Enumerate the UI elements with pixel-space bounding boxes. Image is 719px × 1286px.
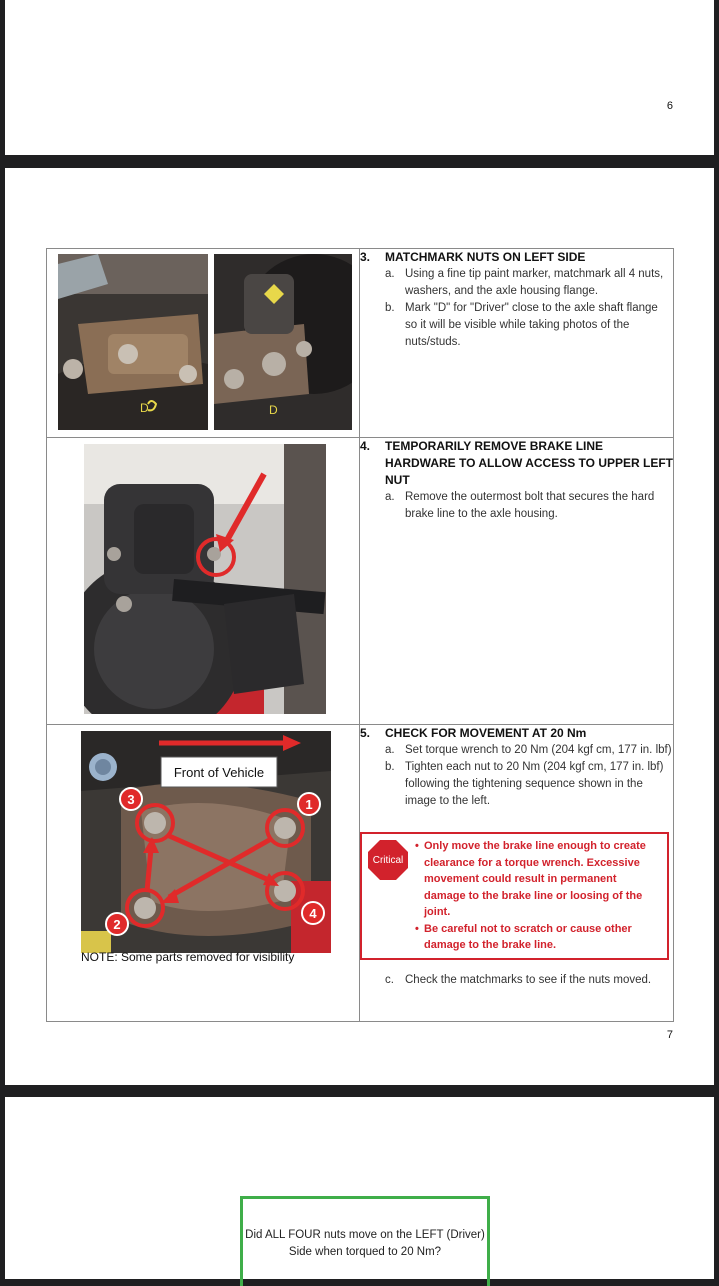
step-5a: a. Set torque wrench to 20 Nm (204 kgf cm, 177 in. lbf) — [385, 744, 672, 756]
svg-text:3: 3 — [127, 792, 135, 807]
step-5-image-cell — [47, 725, 360, 1022]
question-box: Did ALL FOUR nuts move on the LEFT (Driver) Side when torqued to 20 Nm? — [240, 1196, 490, 1286]
instruction-table — [46, 248, 674, 1022]
step-row-5 — [47, 725, 674, 1022]
step-5c: c. Check the matchmarks to see if the nuts moved. — [385, 973, 652, 986]
step-4-text — [360, 438, 674, 725]
critical-list — [414, 838, 661, 954]
seq-badge-1 — [298, 793, 320, 815]
next-page — [5, 1097, 714, 1279]
stop-sign-icon — [368, 840, 408, 880]
axle-flange-photo-right — [214, 254, 352, 430]
axle-flange-photo-left — [58, 254, 208, 430]
step-5-title: 5. CHECK FOR MOVEMENT AT 20 Nm — [360, 726, 587, 740]
svg-text:2: 2 — [113, 917, 121, 932]
step-3a: a. Using a fine tip paint marker, matchmark all 4 nuts, washers, and the axle housing flange. — [385, 268, 664, 297]
page-number-6: 6 — [666, 100, 673, 112]
step-4a: a. Remove the outermost bolt that secures the hard brake line to the axle housing. — [385, 491, 655, 520]
step-row-4 — [47, 438, 674, 725]
front-of-vehicle-label: Front of Vehicle — [173, 765, 265, 780]
visibility-note: NOTE: Some parts removed for visibility — [81, 950, 295, 964]
critical-label: Critical — [372, 854, 404, 866]
page-number-7: 7 — [666, 1029, 673, 1041]
seq-badge-3 — [120, 788, 142, 810]
svg-text:1: 1 — [305, 797, 313, 812]
previous-page — [5, 0, 714, 155]
step-3-images — [47, 249, 360, 438]
svg-text:4: 4 — [309, 906, 317, 921]
step-4-image-cell — [47, 438, 360, 725]
critical-bullet-1: • Only move the brake line enough to create clearance for a torque wrench. Excessive movement could result in permanent damage to the brake line or loosing of the joint. — [424, 838, 661, 921]
step-5-text — [360, 725, 674, 1022]
current-page — [5, 168, 714, 1085]
critical-bullet-2: • Be careful not to scratch or cause other damage to the brake line. — [424, 921, 661, 954]
seq-badge-2 — [106, 913, 128, 935]
step-5b: b. Tighten each nut to 20 Nm (204 kgf cm, 177 in. lbf) following the tightening sequence shown in the image to the left. — [385, 761, 664, 807]
seq-badge-4 — [302, 902, 324, 924]
critical-warning-box — [360, 832, 669, 960]
torque-sequence-photo — [81, 731, 331, 953]
step-row-3 — [47, 249, 674, 438]
step-3b: b. Mark "D" for "Driver" close to the axle shaft flange so it will be visible while taking photos of the nuts/studs. — [385, 302, 658, 348]
step-4-title: 4. TEMPORARILY REMOVE BRAKE LINE HARDWARE TO ALLOW ACCESS TO UPPER LEFT NUT — [360, 439, 674, 487]
d-mark-left: D — [140, 401, 149, 415]
d-mark-right: D — [269, 403, 278, 417]
step-3-text — [360, 249, 674, 438]
brake-line-photo — [84, 444, 326, 714]
step-3-title: 3. MATCHMARK NUTS ON LEFT SIDE — [360, 250, 586, 264]
